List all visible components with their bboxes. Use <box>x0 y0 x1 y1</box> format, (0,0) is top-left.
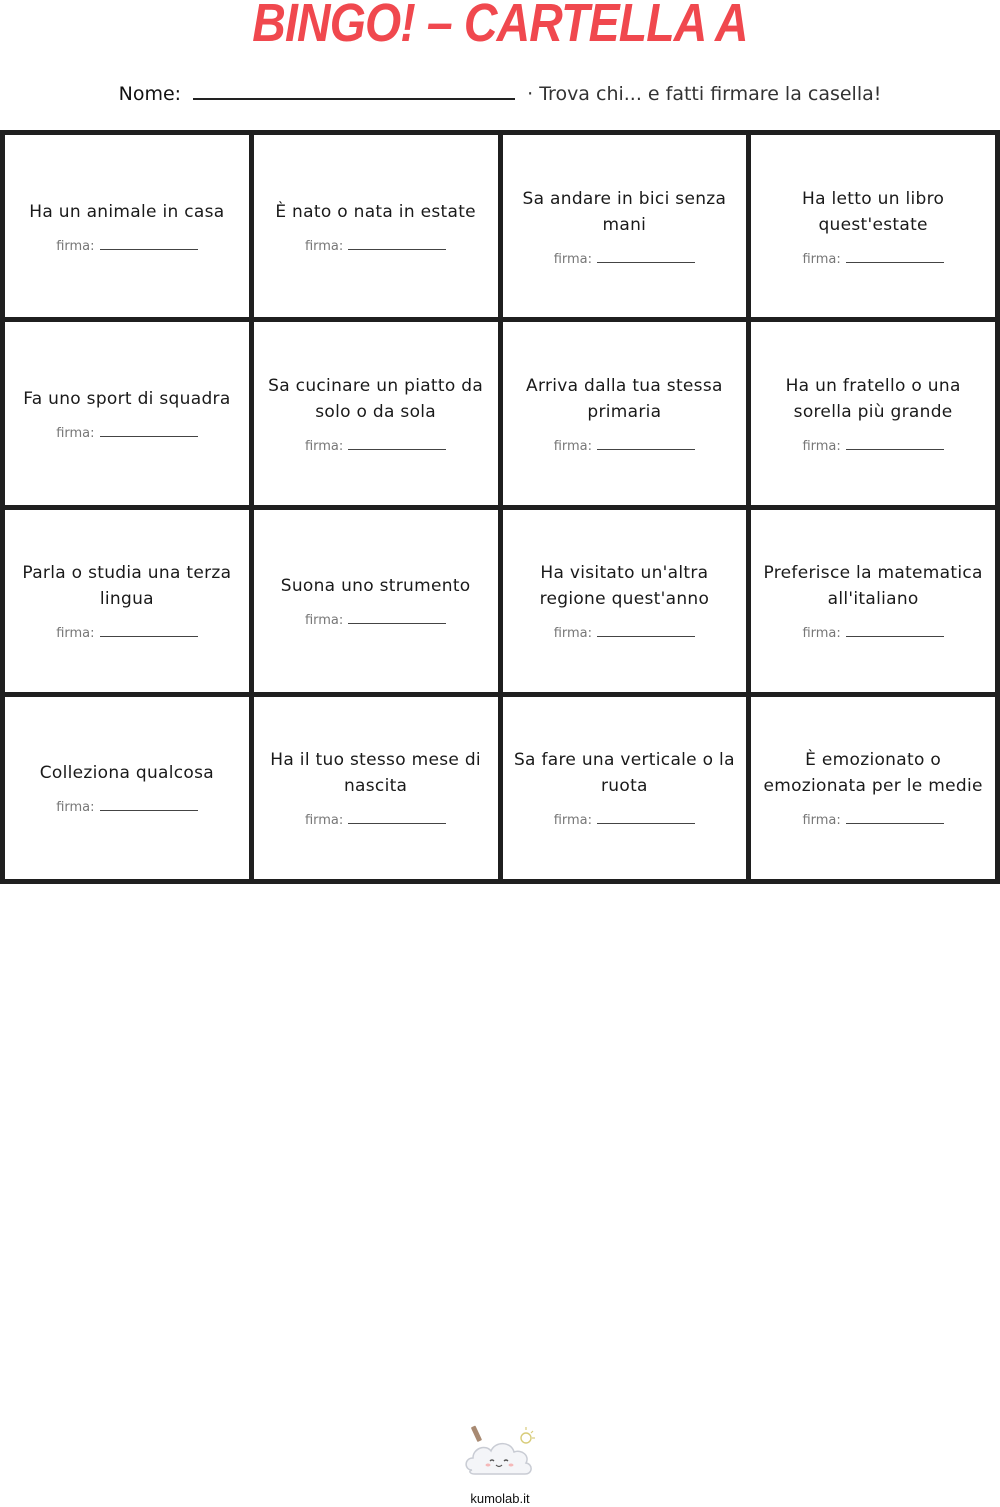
signature-label: firma: <box>553 813 593 829</box>
signature-line <box>348 613 446 624</box>
signature-label: firma: <box>553 438 593 454</box>
bingo-cell[interactable] <box>5 322 249 504</box>
bingo-cell[interactable] <box>254 697 498 879</box>
signature-label: firma: <box>56 425 95 441</box>
cell-text: Ha letto un libro quest'estate <box>802 188 945 235</box>
signature-label: firma: <box>802 251 841 267</box>
signature-field[interactable] <box>802 439 943 454</box>
signature-field[interactable] <box>802 626 943 641</box>
footer-site: kumolab.it <box>470 1491 530 1506</box>
cell-text: È emozionato o emozionata per le medie <box>763 750 983 797</box>
signature-label: firma: <box>553 626 593 642</box>
signature-line <box>597 439 695 450</box>
signature-field[interactable] <box>305 439 446 454</box>
cell-text: Fa uno sport di squadra <box>23 388 231 409</box>
signature-line <box>846 439 944 450</box>
signature-field[interactable] <box>554 439 695 454</box>
signature-field[interactable] <box>56 426 197 441</box>
name-field[interactable] <box>193 80 515 100</box>
bingo-cell[interactable] <box>751 135 995 317</box>
cell-text: Ha il tuo stesso mese di nascita <box>270 750 481 797</box>
signature-line <box>348 239 446 250</box>
cell-text: È nato o nata in estate <box>275 201 476 222</box>
signature-label: firma: <box>56 626 95 642</box>
bingo-cell[interactable] <box>503 322 747 504</box>
signature-label: firma: <box>304 438 344 454</box>
bingo-cell[interactable] <box>503 697 747 879</box>
signature-label: firma: <box>56 800 95 816</box>
cell-text: Ha un animale in casa <box>29 201 225 222</box>
cell-text: Ha visitato un'altra regione quest'anno <box>539 563 710 610</box>
bingo-grid <box>0 130 1000 884</box>
bingo-cell[interactable] <box>5 135 249 317</box>
signature-line <box>597 626 695 637</box>
signature-field[interactable] <box>305 239 446 254</box>
cell-text: Sa fare una verticale o la ruota <box>513 750 735 797</box>
bingo-cell[interactable] <box>751 510 995 692</box>
signature-label: firma: <box>553 251 593 267</box>
instructions-text: · Trova chi... e fatti firmare la casella! <box>527 83 882 105</box>
signature-label: firma: <box>802 813 841 829</box>
signature-field[interactable] <box>554 252 695 267</box>
bingo-cell[interactable] <box>503 510 747 692</box>
cell-text: Preferisce la matematica all'italiano <box>763 563 983 610</box>
signature-field[interactable] <box>305 613 446 628</box>
signature-label: firma: <box>56 238 95 254</box>
signature-label: firma: <box>304 613 344 629</box>
signature-line <box>348 439 446 450</box>
signature-label: firma: <box>802 626 841 642</box>
bingo-cell[interactable] <box>751 697 995 879</box>
signature-line <box>100 626 198 637</box>
signature-field[interactable] <box>305 813 446 828</box>
signature-line <box>846 252 944 263</box>
page-title: BINGO! – CARTELLA A <box>252 0 748 53</box>
signature-label: firma: <box>304 238 344 254</box>
cell-text: Ha un fratello o una sorella più grande <box>785 375 961 422</box>
cell-text: Sa andare in bici senza mani <box>522 188 727 235</box>
name-row <box>0 80 1000 107</box>
signature-line <box>846 813 944 824</box>
signature-line <box>100 239 198 250</box>
bingo-cell[interactable] <box>254 135 498 317</box>
signature-field[interactable] <box>802 813 943 828</box>
cell-text: Arriva dalla tua stessa primaria <box>526 375 723 422</box>
signature-line <box>846 626 944 637</box>
signature-line <box>100 800 198 811</box>
cell-text: Suona uno strumento <box>280 576 471 597</box>
bingo-cell[interactable] <box>5 697 249 879</box>
bingo-cell[interactable] <box>5 510 249 692</box>
signature-field[interactable] <box>56 239 197 254</box>
signature-field[interactable] <box>554 626 695 641</box>
signature-label: firma: <box>304 813 344 829</box>
cell-text: Colleziona qualcosa <box>39 763 214 784</box>
bingo-cell[interactable] <box>254 322 498 504</box>
signature-line <box>597 813 695 824</box>
signature-field[interactable] <box>554 813 695 828</box>
signature-line <box>597 252 695 263</box>
cell-text: Sa cucinare un piatto da solo o da sola <box>268 375 484 422</box>
bingo-cell[interactable] <box>751 322 995 504</box>
bingo-cell[interactable] <box>503 135 747 317</box>
signature-label: firma: <box>802 438 841 454</box>
cloud-mascot-icon <box>462 1424 538 1482</box>
signature-line <box>348 813 446 824</box>
cell-text: Parla o studia una terza lingua <box>22 563 232 610</box>
signature-field[interactable] <box>56 800 197 815</box>
name-label: Nome: <box>118 83 182 105</box>
bingo-cell[interactable] <box>254 510 498 692</box>
signature-field[interactable] <box>56 626 197 641</box>
signature-field[interactable] <box>802 252 943 267</box>
signature-line <box>100 426 198 437</box>
